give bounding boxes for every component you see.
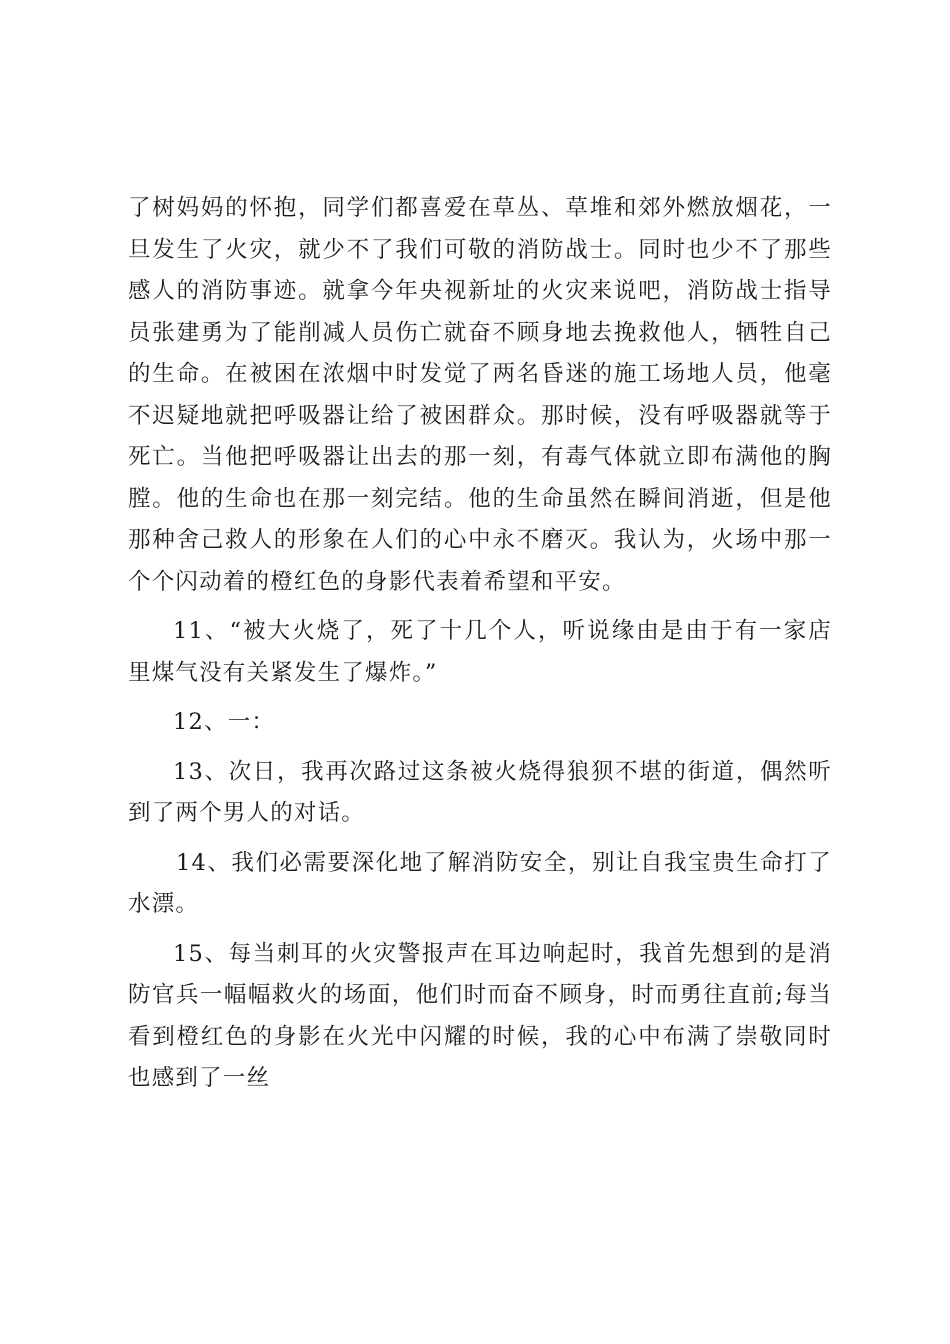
paragraph-item-12: 12、一：: [173, 709, 276, 735]
paragraph-item-14: 14、我们必需要深化地了解消防安全，别让自我宝贵生命打了水漂。: [128, 849, 832, 917]
document-page: [128, 188, 832, 1108]
paragraph-item-13: 13、次日，我再次路过这条被火烧得狼狈不堪的街道，偶然听到了两个男人的对话。: [128, 758, 832, 826]
paragraph-item-15: 15、每当刺耳的火灾警报声在耳边响起时，我首先想到的是消防官兵一幅幅救火的场面，他们时而奋不顾身，时而勇往直前;每当看到橙红色的身影在火光中闪耀的时候，我的心中布满了崇敬同时也感到了一丝: [128, 940, 832, 1091]
paragraph-continued: 了树妈妈的怀抱，同学们都喜爱在草丛、草堆和郊外燃放烟花，一旦发生了火灾，就少不了我们可敬的消防战士。同时也少不了那些感人的消防事迹。就拿今年央视新址的火灾来说吧，消防战士指导员张建勇为了能削减人员伤亡就奋不顾身地去挽救他人，牺牲自己的生命。在被困在浓烟中时发觉了两名昏迷的施工场地人员，他毫不迟疑地就把呼吸器让给了被困群众。那时候，没有呼吸器就等于死亡。当他把呼吸器让出去的那一刻，有毒气体就立即布满他的胸膛。他的生命也在那一刻完结。他的生命虽然在瞬间消逝，但是他那种舍己救人的形象在人们的心中永不磨灭。我认为，火场中那一个个闪动着的橙红色的身影代表着希望和平安。: [128, 195, 832, 595]
paragraph-item-11: 11、“被大火烧了，死了十几个人，听说缘由是由于有一家店里煤气没有关紧发生了爆炸。”: [128, 618, 832, 686]
